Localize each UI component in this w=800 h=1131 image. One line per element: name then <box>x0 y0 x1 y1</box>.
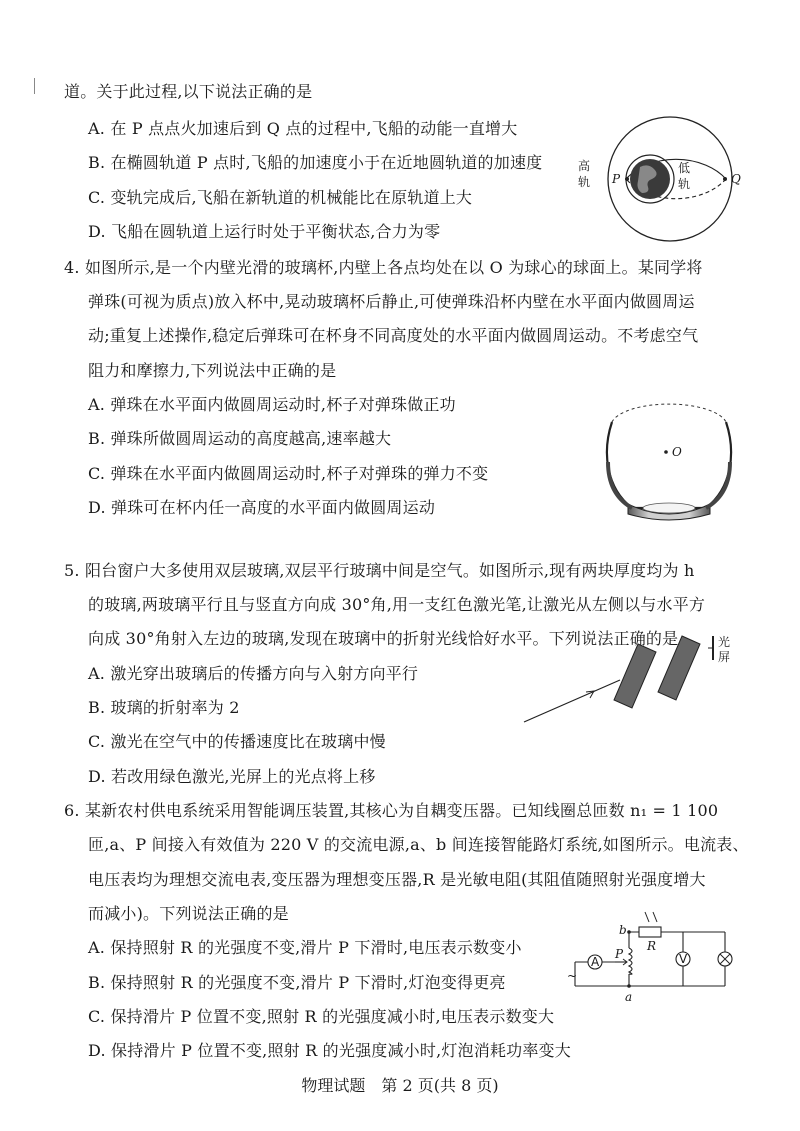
q6-stem-line-4: 而减小)。下列说法正确的是 <box>88 904 289 923</box>
label-q: Q <box>731 172 741 186</box>
label-b: b <box>619 923 627 937</box>
q4-stem-line-1: 4. 如图所示,是一个内壁光滑的玻璃杯,内壁上各点均处在以 O 为球心的球面上。某同学将 <box>64 258 703 277</box>
label-p: P <box>615 947 624 961</box>
q5-option-a: A. 激光穿出玻璃后的传播方向与入射方向平行 <box>88 664 419 683</box>
light-arrow-2 <box>653 912 657 922</box>
q4-option-c: C. 弹珠在水平面内做圆周运动时,杯子对弹珠的弹力不变 <box>88 464 489 483</box>
terminal-b <box>627 930 631 934</box>
q6-stem-line-1: 6. 某新农村供电系统采用智能调压装置,其核心为自耦变压器。已知线圈总匝数 n₁ = 1 100 <box>64 801 719 820</box>
right-glass-pane <box>658 636 700 700</box>
glass-rim-dashed <box>612 404 726 422</box>
point-p <box>625 177 629 181</box>
q4-stem-line-4: 阻力和摩擦力,下列说法中正确的是 <box>88 361 337 380</box>
label-screen-1: 光 <box>718 635 731 649</box>
q3-option-d: D. 飞船在圆轨道上运行时处于平衡状态,合力为零 <box>88 222 441 241</box>
ammeter-label: A <box>591 955 600 969</box>
incident-ray <box>524 680 620 722</box>
glass-right-shadow <box>706 462 730 508</box>
terminal-a <box>627 984 631 988</box>
label-a: a <box>625 990 633 1004</box>
q6-option-b: B. 保持照射 R 的光强度不变,滑片 P 下滑时,灯泡变得更亮 <box>88 973 506 992</box>
q6-stem-line-3: 电压表均为理想交流电表,变压器为理想变压器,R 是光敏电阻(其阻值随照射光强度增大 <box>88 870 706 889</box>
q4-stem-line-3: 动;重复上述操作,稳定后弹珠可在杯身不同高度处的水平面内做圆周运动。不考虑空气 <box>88 326 699 345</box>
label-o: O <box>672 445 682 459</box>
q3-stem-tail: 道。关于此过程,以下说法正确的是 <box>64 82 313 101</box>
label-p: P <box>612 172 621 186</box>
q3-option-c: C. 变轨完成后,飞船在新轨道的机械能比在原轨道上大 <box>88 188 473 207</box>
label-high-orbit-1: 高 <box>578 159 591 173</box>
q4-option-d: D. 弹珠可在杯内任一高度的水平面内做圆周运动 <box>88 498 436 517</box>
q4-option-a: A. 弹珠在水平面内做圆周运动时,杯子对弹珠做正功 <box>88 395 456 414</box>
photoresistor <box>639 927 661 937</box>
label-low-orbit-1: 低 <box>678 161 691 175</box>
q5-option-d: D. 若改用绿色激光,光屏上的光点将上移 <box>88 767 376 786</box>
label-screen-2: 屏 <box>718 650 731 664</box>
left-glass-pane <box>614 644 656 708</box>
transformer-coil <box>629 948 632 974</box>
label-low-orbit-2: 轨 <box>678 177 691 191</box>
light-arrow-1 <box>645 912 649 922</box>
q5-option-b: B. 玻璃的折射率为 2 <box>88 698 240 717</box>
q5-stem-line-3: 向成 30°角射入左边的玻璃,发现在玻璃中的折射光线恰好水平。下列说法正确的是 <box>88 629 679 648</box>
glass-bottom-highlight <box>643 503 695 513</box>
page-footer: 物理试题 第 2 页(共 8 页) <box>301 1076 499 1095</box>
q6-option-d: D. 保持滑片 P 位置不变,照射 R 的光强度减小时,灯泡消耗功率变大 <box>88 1041 571 1060</box>
q5-option-c: C. 激光在空气中的传播速度比在玻璃中慢 <box>88 732 386 751</box>
q6-circuit-figure <box>565 910 745 1005</box>
q3-option-b: B. 在椭圆轨道 P 点时,飞船的加速度小于在近地圆轨道的加速度 <box>88 153 543 172</box>
q4-glass-figure <box>598 392 740 524</box>
glass-body <box>607 422 731 508</box>
margin-mark <box>34 78 35 94</box>
q3-option-a: A. 在 P 点点火加速后到 Q 点的过程中,飞船的动能一直增大 <box>88 119 518 138</box>
q5-stem-line-2: 的玻璃,两玻璃平行且与竖直方向成 30°角,用一支红色激光笔,让激光从左侧以与水平方 <box>88 595 706 614</box>
q6-option-a: A. 保持照射 R 的光强度不变,滑片 P 下滑时,电压表示数变小 <box>88 938 522 957</box>
ac-source-symbol: ~ <box>567 969 578 983</box>
center-o-dot <box>664 450 668 454</box>
q5-glass-figure <box>520 630 740 730</box>
glass-left-shadow <box>608 462 632 508</box>
q5-stem-line-1: 5. 阳台窗户大多使用双层玻璃,双层平行玻璃中间是空气。如图所示,现有两块厚度均为 h <box>64 561 695 580</box>
q4-stem-line-2: 弹珠(可视为质点)放入杯中,晃动玻璃杯后静止,可使弹珠沿杯内壁在水平面内做圆周运 <box>88 292 695 311</box>
voltmeter-label: V <box>679 952 688 966</box>
point-q <box>723 177 727 181</box>
q3-orbit-figure <box>570 112 740 250</box>
q6-stem-line-2: 匝,a、P 间接入有效值为 220 V 的交流电源,a、b 间连接智能路灯系统,如图所示。电流表、 <box>88 835 749 854</box>
q6-option-c: C. 保持滑片 P 位置不变,照射 R 的光强度减小时,电压表示数变大 <box>88 1007 555 1026</box>
q4-option-b: B. 弹珠所做圆周运动的高度越高,速率越大 <box>88 429 392 448</box>
label-high-orbit-2: 轨 <box>578 175 591 189</box>
label-r: R <box>647 939 657 953</box>
